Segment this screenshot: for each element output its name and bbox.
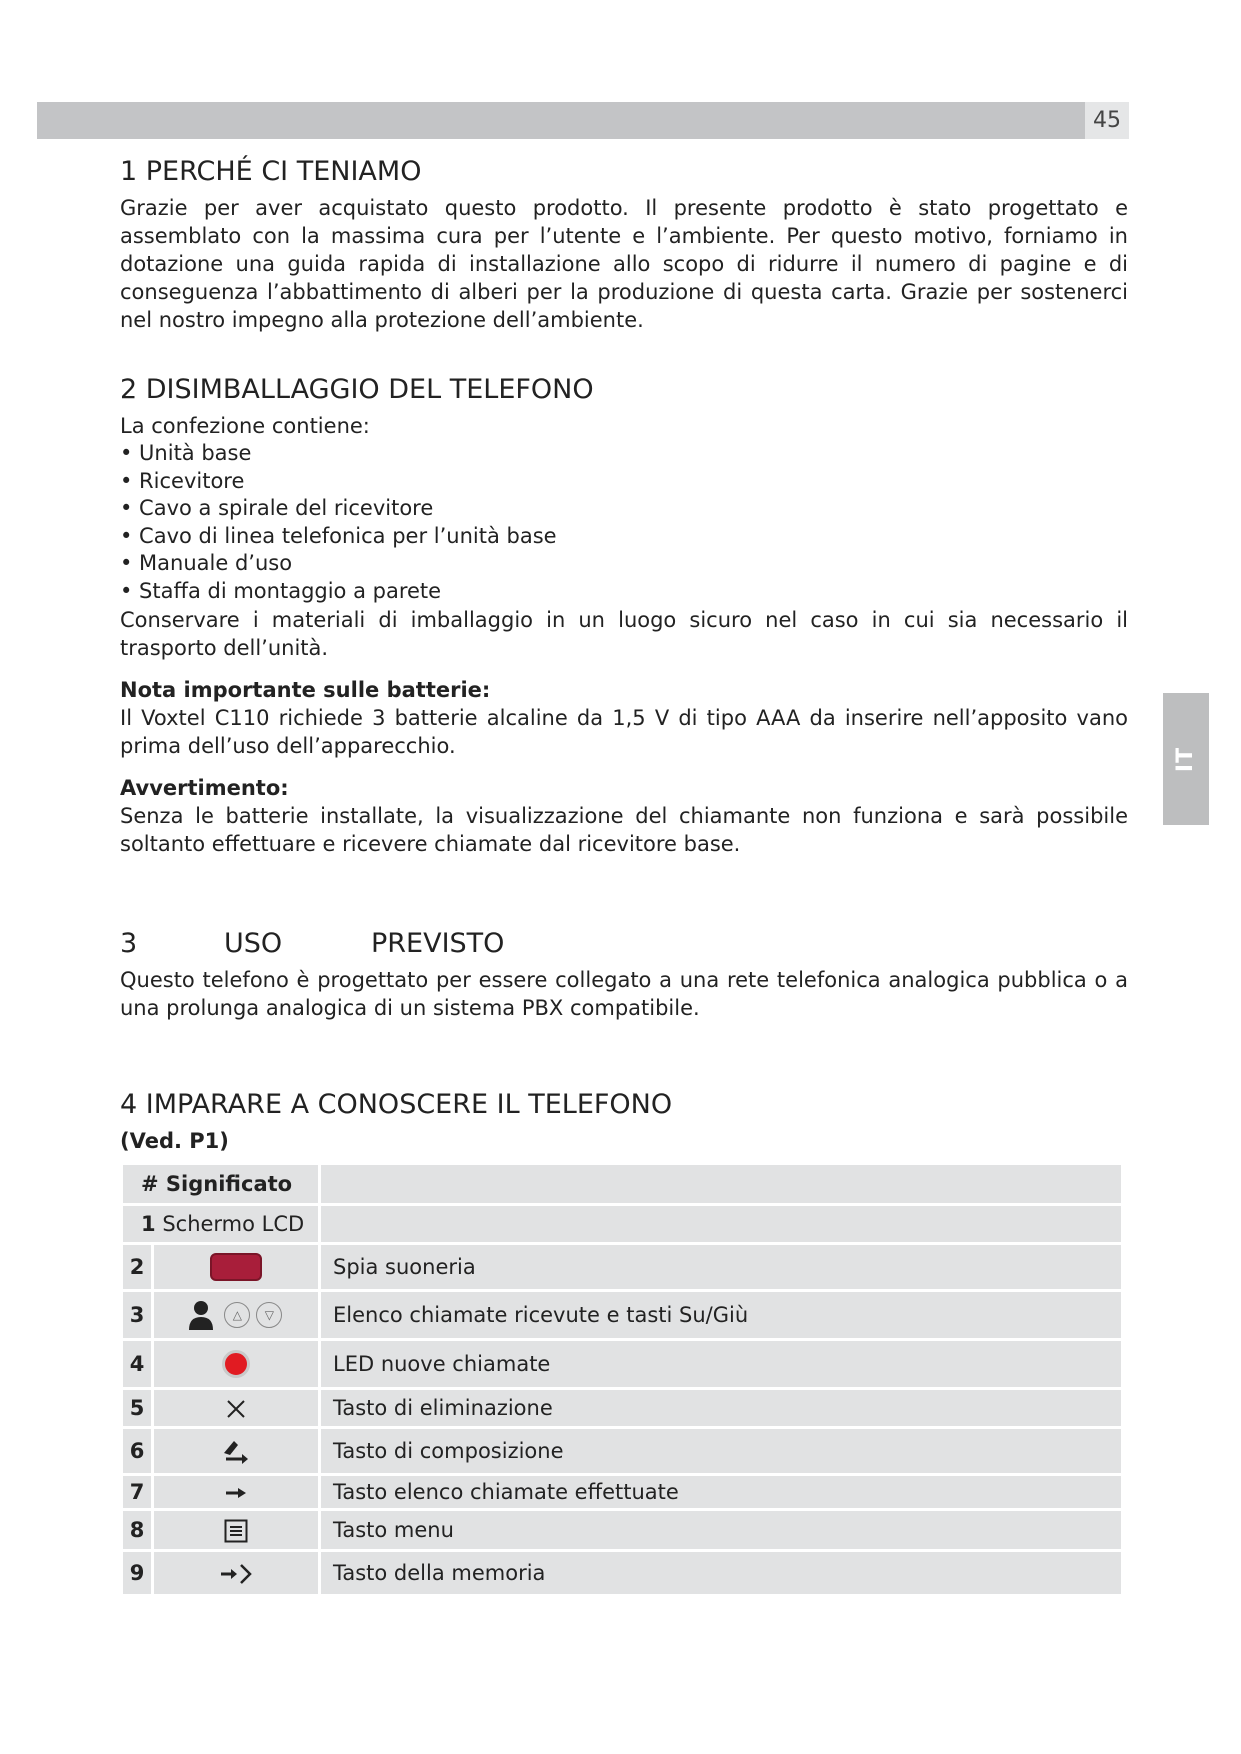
table-header-cell bbox=[123, 1165, 318, 1203]
section-3-body: Questo telefono è progettato per essere collegato a una rete telefonica analogica pubblica o a una prolunga analogica di un sistema PBX compatibile. bbox=[120, 968, 1128, 1020]
table-cell bbox=[123, 1206, 318, 1242]
table-cell-icon bbox=[154, 1429, 318, 1473]
package-contents-list bbox=[120, 440, 1128, 606]
row-number: 1 bbox=[141, 1212, 156, 1236]
list-item: • Staffa di montaggio a parete bbox=[120, 578, 442, 603]
table-row bbox=[123, 1390, 1121, 1426]
row-number: 4 bbox=[123, 1341, 151, 1387]
table-cell-icon bbox=[154, 1476, 318, 1508]
table-row bbox=[123, 1245, 1121, 1289]
red-led-icon bbox=[222, 1350, 250, 1378]
table-row bbox=[123, 1206, 1121, 1242]
table-header-empty bbox=[321, 1165, 1121, 1203]
table-cell-icon bbox=[154, 1552, 318, 1594]
up-arrow-icon: △ bbox=[224, 1302, 250, 1328]
menu-list-icon bbox=[224, 1519, 248, 1543]
table-row bbox=[123, 1341, 1121, 1387]
row-description: Spia suoneria bbox=[321, 1245, 1121, 1289]
table-row bbox=[123, 1511, 1121, 1549]
row-number: 9 bbox=[123, 1552, 151, 1594]
section-3-word1: USO bbox=[224, 928, 283, 959]
ringer-led-icon bbox=[210, 1253, 262, 1281]
list-item: • Cavo a spirale del ricevitore bbox=[120, 496, 434, 521]
section-4-title: 4 IMPARARE A CONOSCERE IL TELEFONO bbox=[120, 1089, 673, 1120]
row-number: 3 bbox=[123, 1292, 151, 1338]
packaging-note: Conservare i materiali di imballaggio in un luogo sicuro nel caso in cui sia necessario il trasporto dell’unità. bbox=[120, 607, 1128, 660]
section-1-body: Grazie per aver acquistato questo prodotto. Il presente prodotto è stato progettato e assemblato con la massima cura per l’utente e l’ambiente. Per questo motivo, forniamo in dotazione una guida rapida di installazione allo scopo di ridurre il numero di pagine e di conseguenza l’abbattimento di alberi per la produzione di questa carta. Grazie per sostenerci nel nostro impegno alla protezione dell’ambiente. bbox=[120, 196, 1128, 332]
table-header-label: Significato bbox=[165, 1172, 293, 1196]
section-1-title: 1 PERCHÉ CI TENIAMO bbox=[120, 156, 422, 187]
row-number: 5 bbox=[123, 1390, 151, 1426]
contact-icon bbox=[187, 1300, 215, 1330]
table-cell-icon bbox=[154, 1245, 318, 1289]
list-item: • Manuale d’uso bbox=[120, 551, 293, 576]
section-1 bbox=[120, 150, 1128, 334]
package-intro: La confezione contiene: bbox=[120, 414, 370, 438]
controls-table bbox=[120, 1162, 1124, 1597]
list-item: • Ricevitore bbox=[120, 468, 245, 493]
header-bar bbox=[37, 102, 1085, 139]
table-header-row bbox=[123, 1165, 1121, 1203]
table-cell-icon bbox=[154, 1390, 318, 1426]
section-2 bbox=[120, 368, 1128, 858]
dial-icon bbox=[220, 1437, 252, 1465]
section-4 bbox=[120, 1083, 1128, 1155]
row-description: Elenco chiamate ricevute e tasti Su/Giù bbox=[321, 1292, 1121, 1338]
language-tab-label: IT bbox=[1173, 746, 1199, 772]
section-3-word2: PREVISTO bbox=[371, 928, 505, 959]
table-cell-icon bbox=[154, 1292, 318, 1338]
row-description: LED nuove chiamate bbox=[321, 1341, 1121, 1387]
table-row bbox=[123, 1292, 1121, 1338]
memory-arrow-icon bbox=[219, 1563, 253, 1585]
section-3 bbox=[120, 922, 1128, 1022]
table-cell-icon bbox=[154, 1511, 318, 1549]
row-description: Tasto di eliminazione bbox=[321, 1390, 1121, 1426]
warning-body: Senza le batterie installate, la visualizzazione del chiamante non funziona e sarà possibile soltanto effettuare e ricevere chiamate dal ricevitore base. bbox=[120, 803, 1128, 856]
row-description: Tasto della memoria bbox=[321, 1552, 1121, 1594]
row-number: 6 bbox=[123, 1429, 151, 1473]
table-row bbox=[123, 1476, 1121, 1508]
delete-x-icon bbox=[225, 1398, 247, 1420]
page-number: 45 bbox=[1085, 102, 1129, 139]
table-cell-icon bbox=[154, 1341, 318, 1387]
down-arrow-icon: ▽ bbox=[256, 1302, 282, 1328]
language-tab bbox=[1163, 693, 1209, 825]
row-label: Schermo LCD bbox=[162, 1212, 305, 1236]
section-3-number: 3 bbox=[120, 928, 138, 959]
row-number: 7 bbox=[123, 1476, 151, 1508]
table-row bbox=[123, 1552, 1121, 1594]
row-number: 2 bbox=[123, 1245, 151, 1289]
section-2-title: 2 DISIMBALLAGGIO DEL TELEFONO bbox=[120, 374, 594, 405]
list-item: • Cavo di linea telefonica per l’unità base bbox=[120, 523, 557, 548]
table-cell-empty bbox=[321, 1206, 1121, 1242]
battery-note-body: Il Voxtel C110 richiede 3 batterie alcaline da 1,5 V di tipo AAA da inserire nell’apposito vano prima dell’uso dell’apparecchio. bbox=[120, 705, 1128, 758]
section-3-title bbox=[120, 922, 1128, 966]
row-number: 8 bbox=[123, 1511, 151, 1549]
table-header-hash: # bbox=[141, 1172, 159, 1196]
row-description: Tasto di composizione bbox=[321, 1429, 1121, 1473]
list-item: • Unità base bbox=[120, 441, 252, 465]
warning-heading: Avvertimento: bbox=[120, 775, 289, 800]
row-description: Tasto elenco chiamate effettuate bbox=[321, 1476, 1121, 1508]
battery-note-heading: Nota importante sulle batterie: bbox=[120, 677, 491, 702]
arrow-right-icon bbox=[224, 1486, 248, 1500]
table-row bbox=[123, 1429, 1121, 1473]
section-4-subtitle: (Ved. P1) bbox=[120, 1129, 229, 1153]
row-description: Tasto menu bbox=[321, 1511, 1121, 1549]
